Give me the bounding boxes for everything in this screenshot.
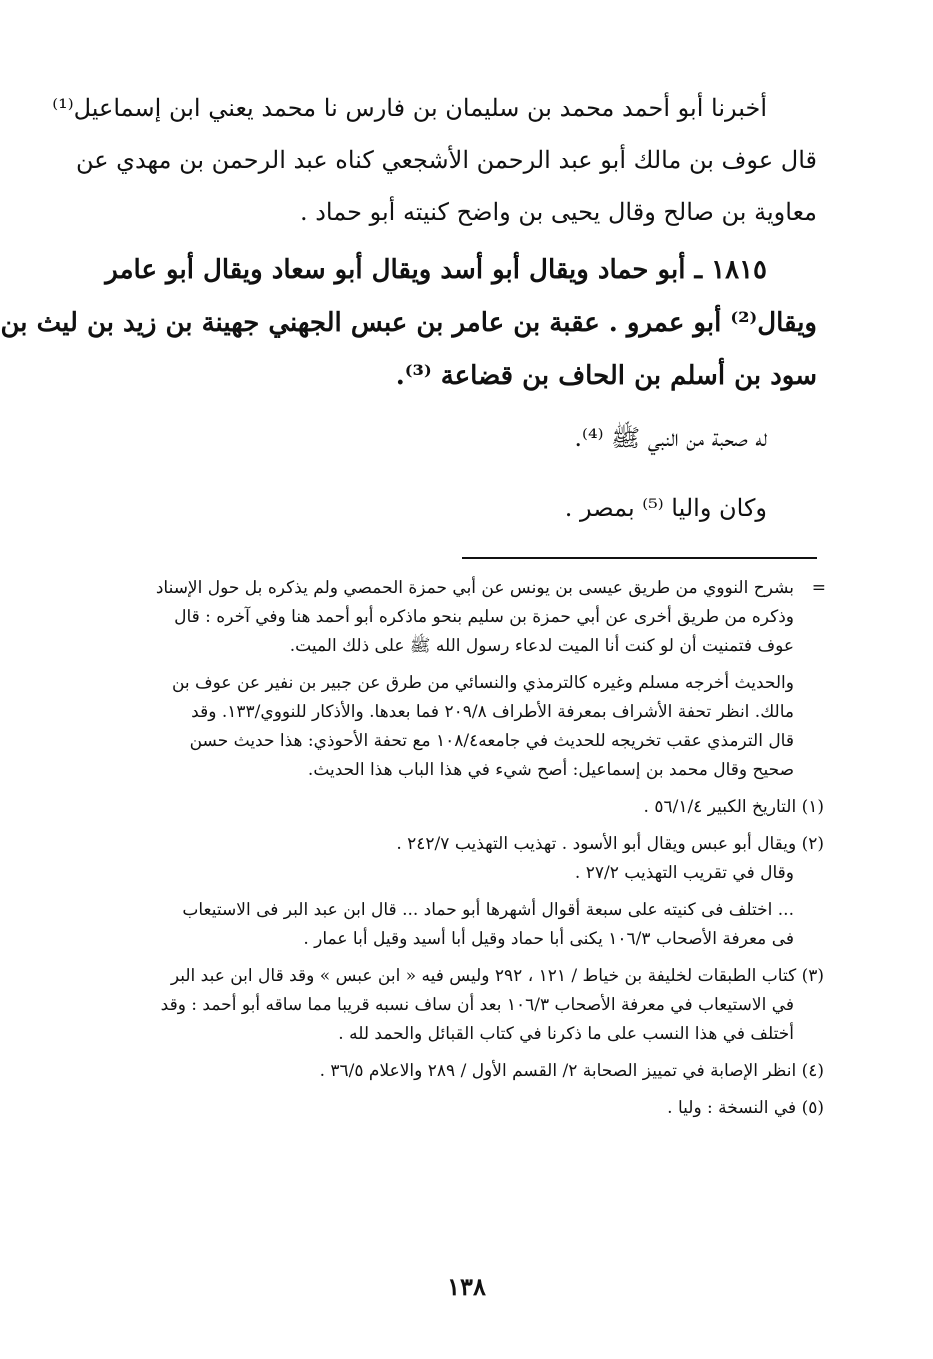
- footnote-line: (٥) في النسخة : وليا .: [667, 1098, 824, 1118]
- footnote-divider: [462, 557, 817, 559]
- entry-heading-line: سود بن أسلم بن الحاف بن قضاعة ⁽³⁾.: [395, 361, 817, 391]
- footnote-line: وقال في تقريب التهذيب ٢٧/٢ .: [574, 863, 794, 883]
- footnote-3: [72, 962, 824, 1049]
- footnote-2-extra: [72, 896, 824, 954]
- footnote-line: في الاستيعاب في معرفة الأصحاب ١٠٦/٣ بعد أن ساف نسبه قريبا مما ساقه أبو أحمد : وقد: [160, 995, 794, 1015]
- footnote-line: (٣) كتاب الطبقات لخليفة بن خياط / ١٢١ ، ٢٩٢ وليس فيه « ابن عبس » وقد قال ابن عبد البر: [170, 966, 824, 986]
- page-number: ١٣٨: [447, 1272, 486, 1301]
- footnotes: [72, 574, 824, 1131]
- footnote-line: فى معرفة الأصحاب ١٠٦/٣ يكنى أبا حماد وقيل أبا أسيد وقيل أبا عمار .: [303, 929, 794, 949]
- footnote-line: ... اختلف فى كنيته على سبعة أقوال أشهرها أبو حماد ... قال ابن عبد البر فى الاستيعاب: [182, 900, 794, 920]
- footnote-1: [72, 793, 824, 822]
- intro-line: معاوية بن صالح وقال يحيى بن واضح كنيته أبو حماد .: [299, 198, 817, 226]
- footnote-line-text: بشرح النووي من طريق عيسى بن يونس عن أبي حمزة الحمصي ولم يذكره بل حول الإسناد: [155, 578, 794, 598]
- footnote-continuation: [72, 574, 824, 661]
- footnote-line: [72, 574, 824, 603]
- footnote-line: أختلف في هذا النسب على ما ذكرنا في كتاب القبائل والحمد لله .: [338, 1024, 794, 1044]
- main-text: [0, 82, 817, 543]
- footnote-line: مالك. انظر تحفة الأشراف بمعرفة الأطراف ٢٠٩/٨ فما بعدها. والأذكار للنووي/١٣٣. وقد: [191, 702, 794, 722]
- footnote-line: (١) التاريخ الكبير ٥٦/١/٤ .: [643, 797, 824, 817]
- continuation-mark: =: [811, 578, 826, 598]
- companionship-line: له صحبة من النبي ﷺ ⁽⁴⁾.: [574, 424, 767, 452]
- footnote-line: عوف فتمنيت أن لو كنت أنا الميت لدعاء رسول الله ﷺ على ذلك الميت.: [289, 636, 794, 656]
- intro-line: قال عوف بن مالك أبو عبد الرحمن الأشجعي كناه عبد الرحمن بن مهدي عن: [75, 146, 817, 174]
- footnote-line: (٢) ويقال أبو عبس ويقال أبو الأسود . تهذيب التهذيب ٢٤٢/٧ .: [396, 834, 824, 854]
- entry-heading-line: ويقال⁽²⁾ أبو عمرو . عقبة بن عامر بن عبس الجهني جهينة بن زيد بن ليث بن: [0, 308, 817, 338]
- footnote-4: [72, 1057, 824, 1086]
- footnote-5: [72, 1094, 824, 1123]
- entry-heading-line: ١٨١٥ ـ أبو حماد ويقال أبو أسد ويقال أبو سعاد ويقال أبو عامر: [105, 255, 767, 285]
- footnote-2: [72, 830, 824, 888]
- footnote-line: صحيح وقال محمد بن إسماعيل: أصح شيء في هذا الباب هذا الحديث.: [307, 760, 794, 780]
- biography-entry: [0, 244, 817, 403]
- governor-line: وكان واليا ⁽⁵⁾ بمصر .: [564, 494, 767, 522]
- footnote-line: وذكره من طريق أخرى عن أبي حمزة بن سليم بنحو ماذكره أبو أحمد هنا وفي آخره : قال: [174, 607, 794, 627]
- footnote-line: والحديث أخرجه مسلم وغيره كالترمذي والنسائي من طرق عن جبير بن نفير عن عوف بن: [171, 673, 794, 693]
- intro-line: أخبرنا أبو أحمد محمد بن سليمان بن فارس نا محمد يعني ابن إسماعيل⁽¹⁾: [52, 94, 767, 122]
- footnote-line: (٤) انظر الإصابة في تمييز الصحابة ٢/ القسم الأول / ٢٨٩ والاعلام ٣٦/٥ .: [319, 1061, 824, 1081]
- footnote-hadith: [72, 669, 824, 785]
- footnote-line: قال الترمذي عقب تخريجه للحديث في جامعه١٠٨/٤ مع تحفة الأحوذي: هذا حديث حسن: [189, 731, 794, 751]
